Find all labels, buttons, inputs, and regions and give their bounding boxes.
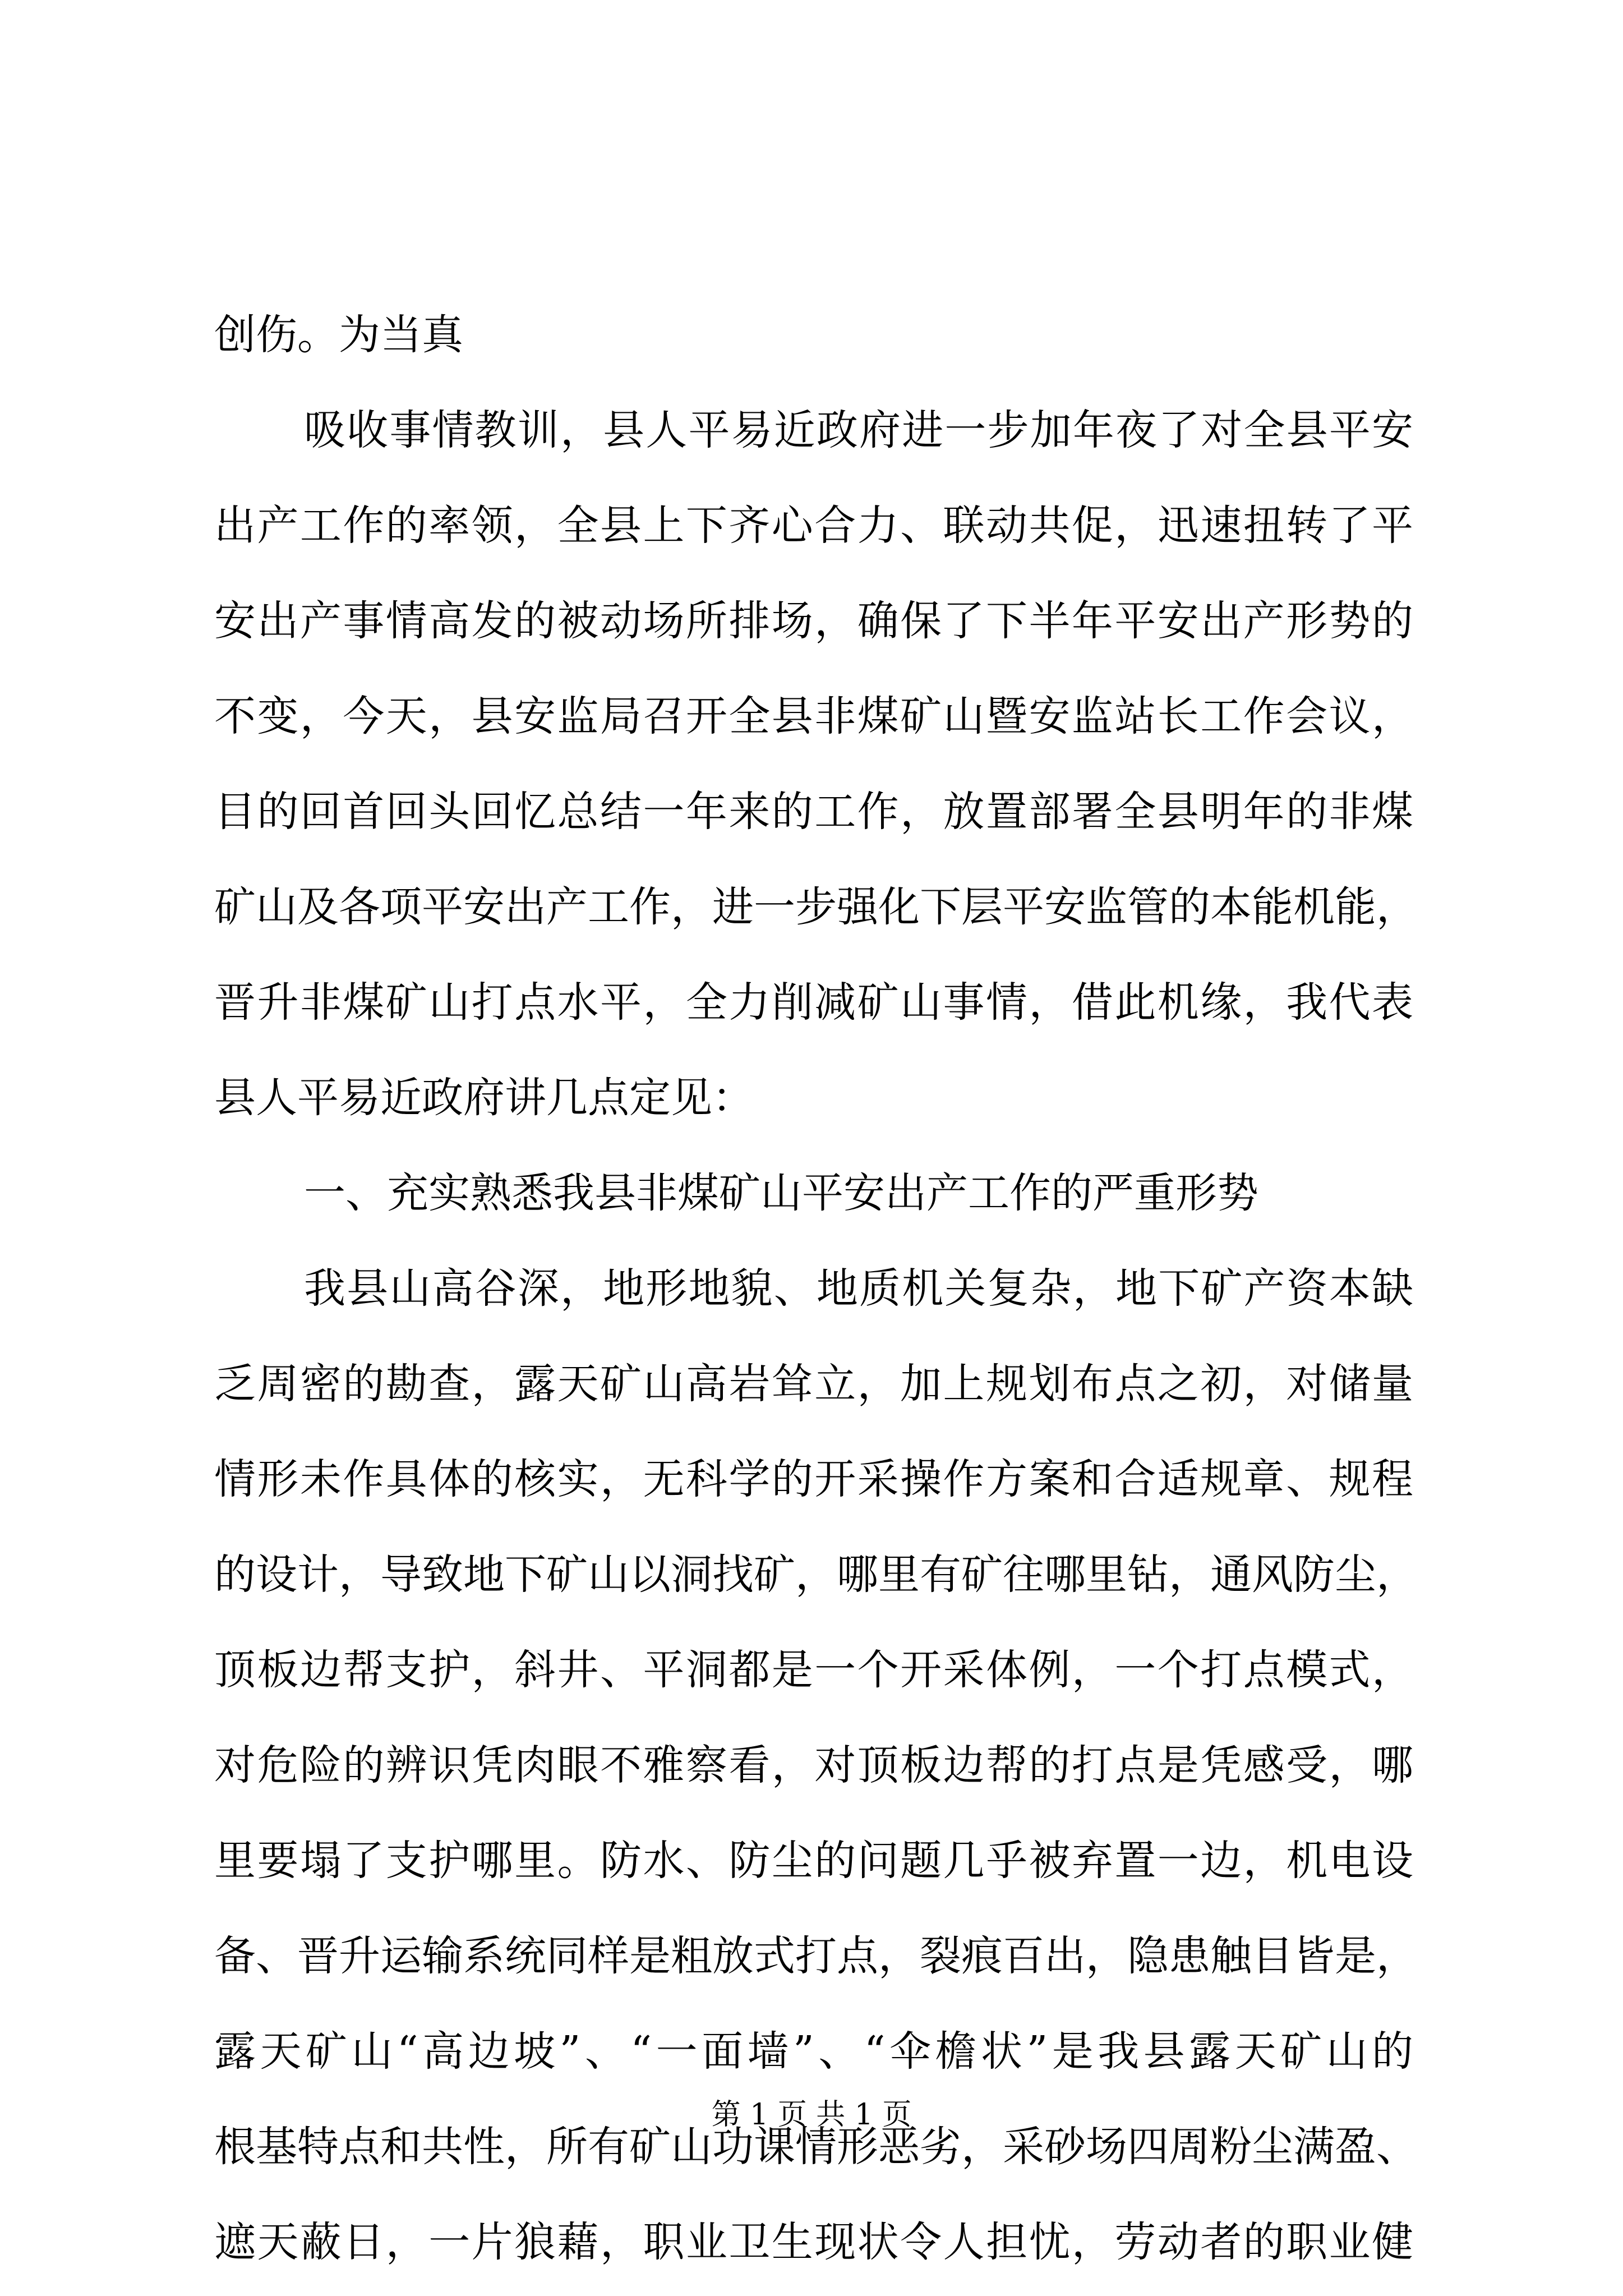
text-line: 我县山高谷深，地形地貌、地质机关复杂，地下矿产资本缺 xyxy=(304,1264,1413,1313)
text-line: 备、晋升运输系统同样是粗放式打点，裂痕百出，隐患触目皆是， xyxy=(214,1932,1418,1980)
text-line: 根基特点和共性，所有矿山功课情形恶劣，采砂场四周粉尘满盈、 xyxy=(214,2123,1418,2171)
text-line: 乏周密的勘查，露天矿山高岩耸立，加上规划布点之初，对储量 xyxy=(214,1360,1413,1408)
text-line: 目的回首回头回忆总结一年来的工作，放置部署全县明年的非煤 xyxy=(214,788,1413,836)
text-line: 顶板边帮支护，斜井、平洞都是一个开采体例，一个打点模式， xyxy=(214,1646,1413,1694)
text-line: 安出产事情高发的被动场所排场，确保了下半年平安出产形势的 xyxy=(214,597,1413,645)
text-line: 吸收事情教训，县人平易近政府进一步加年夜了对全县平安 xyxy=(304,406,1413,454)
section-heading: 一、充实熟悉我县非煤矿山平安出产工作的严重形势 xyxy=(304,1169,1258,1217)
text-line: 出产工作的率领，全县上下齐心合力、联动共促，迅速扭转了平 xyxy=(214,501,1413,550)
text-line: 县人平易近政府讲几点定见： xyxy=(214,1074,754,1122)
text-line: 创伤。为当真 xyxy=(214,311,463,359)
document-body xyxy=(214,287,1418,2290)
text-line: 情形未作具体的核实，无科学的开采操作方案和合适规章、规程 xyxy=(214,1455,1413,1503)
page-number-footer: 第 1 页 共 1 页 xyxy=(711,2098,912,2132)
text-line: 露天矿山“高边坡”、“一面墙”、“伞檐状”是我县露天矿山的 xyxy=(214,2027,1413,2076)
text-line: 遮天蔽日，一片狼藉，职业卫生现状令人担忧，劳动者的职业健 xyxy=(214,2218,1413,2266)
text-line: 矿山及各项平安出产工作，进一步强化下层平安监管的本能机能， xyxy=(214,883,1418,931)
text-line: 晋升非煤矿山打点水平，全力削减矿山事情，借此机缘，我代表 xyxy=(214,978,1413,1027)
text-line: 对危险的辨识凭肉眼不雅察看，对顶板边帮的打点是凭感受，哪 xyxy=(214,1741,1413,1789)
text-line: 的设计，导致地下矿山以洞找矿，哪里有矿往哪里钻，通风防尘， xyxy=(214,1550,1418,1599)
text-line: 不变，今天，县安监局召开全县非煤矿山暨安监站长工作会议， xyxy=(214,692,1413,740)
text-line: 里要塌了支护哪里。防水、防尘的问题几乎被弃置一边，机电设 xyxy=(214,1837,1413,1885)
